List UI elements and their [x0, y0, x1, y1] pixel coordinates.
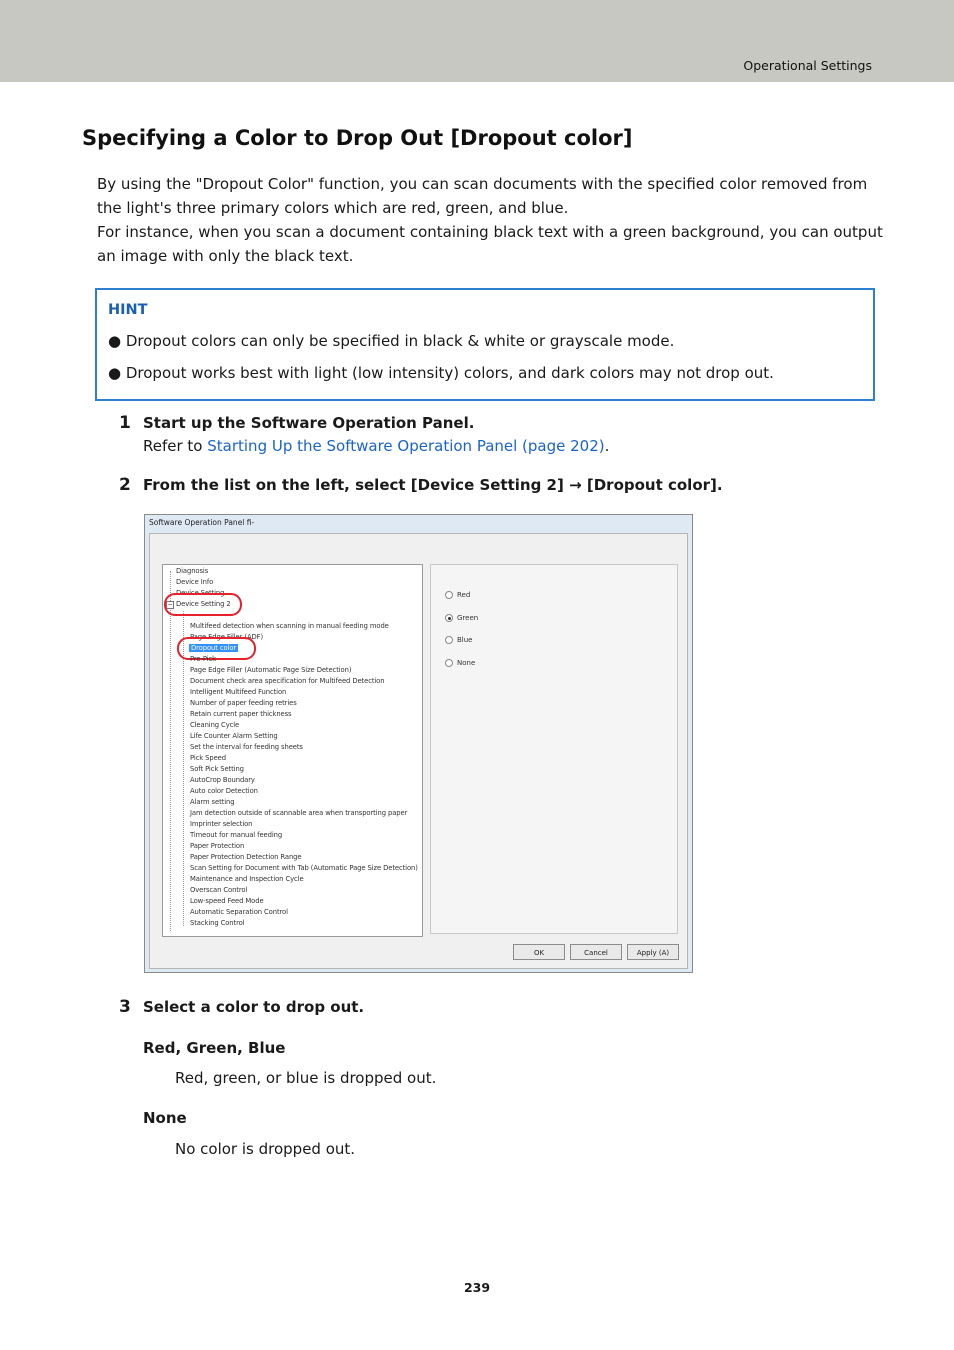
intro-paragraph-1: By using the "Dropout Color" function, you can scan documents with the specified color removed from the light's three primary colors which are red, green, and blue. — [97, 175, 868, 217]
tree-item[interactable]: Document check area specification for Multifeed Detection — [190, 677, 385, 685]
apply-button[interactable]: Apply (A) — [627, 944, 679, 960]
tree-item[interactable]: Alarm setting — [190, 798, 235, 806]
hint-item-1: ● Dropout colors can only be specified in black & white or grayscale mode. — [108, 332, 675, 350]
radio-label: Blue — [457, 636, 473, 644]
intro-paragraph-2: For instance, when you scan a document containing black text with a green background, you can output an image with only the black text. — [97, 223, 883, 265]
tree-item[interactable]: Pick Speed — [190, 754, 226, 762]
tree-item[interactable]: Multifeed detection when scanning in manual feeding mode — [190, 622, 389, 630]
tree-item[interactable]: Jam detection outside of scannable area when transporting paper — [190, 809, 408, 817]
ok-button[interactable]: OK — [513, 944, 565, 960]
step-3-number: 3 — [119, 997, 131, 1017]
hint-title: HINT — [108, 302, 148, 318]
tree-item[interactable]: Scan Setting for Document with Tab (Automatic Page Size Detection) — [190, 864, 418, 872]
radio-circle-icon — [445, 636, 453, 644]
radio-none[interactable] — [445, 659, 475, 667]
software-operation-panel-screenshot — [144, 514, 693, 973]
tree-item[interactable]: Stacking Control — [190, 919, 245, 927]
tree-item[interactable]: Soft Pick Setting — [190, 765, 244, 773]
section-name: Operational Settings — [743, 58, 872, 73]
step-3-text: Select a color to drop out. — [143, 998, 365, 1016]
radio-circle-icon — [445, 591, 453, 599]
step-1-text: Start up the Software Operation Panel. — [143, 414, 475, 432]
tree-item[interactable]: Life Counter Alarm Setting — [190, 732, 278, 740]
tree-item[interactable]: Number of paper feeding retries — [190, 699, 297, 707]
refer-link[interactable]: Starting Up the Software Operation Panel (page 202) — [207, 437, 605, 455]
step-2-text: From the list on the left, select [Device Setting 2] → [Dropout color]. — [143, 476, 723, 494]
tree-item[interactable]: Low-speed Feed Mode — [190, 897, 264, 905]
option-none-desc: No color is dropped out. — [175, 1140, 356, 1158]
tree-item[interactable]: Automatic Separation Control — [190, 908, 288, 916]
step-1-refer — [143, 437, 609, 455]
tree-item[interactable]: Timeout for manual feeding — [190, 831, 283, 839]
tree-item[interactable]: Overscan Control — [190, 886, 248, 894]
tree-item[interactable]: Retain current paper thickness — [190, 710, 292, 718]
settings-tree — [162, 564, 423, 937]
refer-prefix: Refer to — [143, 437, 208, 455]
tree-item[interactable]: Pre-Pick — [190, 655, 216, 663]
radio-red[interactable] — [445, 591, 470, 599]
tree-item-diagnosis[interactable]: Diagnosis — [176, 567, 209, 575]
radio-circle-icon — [445, 659, 453, 667]
tree-item[interactable]: Page Edge Filler (ADF) — [190, 633, 263, 641]
radio-label: Red — [457, 591, 471, 599]
highlight-circle-dropout-color — [177, 637, 256, 660]
tree-item[interactable]: Page Edge Filler (Automatic Page Size Detection) — [190, 666, 352, 674]
radio-label: Green — [457, 614, 479, 622]
radio-label: None — [457, 659, 476, 667]
page-number: 239 — [463, 1280, 491, 1295]
window-title: Software Operation Panel fi- — [149, 518, 255, 527]
cancel-button[interactable]: Cancel — [570, 944, 622, 960]
radio-blue[interactable] — [445, 636, 473, 644]
step-1-number: 1 — [119, 413, 131, 433]
intro-text — [97, 172, 887, 268]
window-body — [149, 533, 688, 969]
hint-box — [95, 288, 875, 401]
tree-item[interactable]: Intelligent Multifeed Function — [190, 688, 287, 696]
hint-item-2: ● Dropout works best with light (low intensity) colors, and dark colors may not drop out. — [108, 364, 774, 382]
tree-item[interactable]: Set the interval for feeding sheets — [190, 743, 303, 751]
tree-guide-line — [170, 571, 172, 931]
tree-item[interactable]: Paper Protection — [190, 842, 245, 850]
option-rgb-desc: Red, green, or blue is dropped out. — [175, 1069, 437, 1087]
tree-item-device-setting-2[interactable]: Device Setting 2 — [176, 600, 231, 608]
radio-green[interactable] — [445, 614, 478, 622]
collapse-icon[interactable]: − — [167, 601, 173, 608]
step-2-number: 2 — [119, 475, 131, 495]
dropout-options-panel — [430, 564, 678, 934]
tree-item[interactable]: Cleaning Cycle — [190, 721, 240, 729]
option-rgb-title: Red, Green, Blue — [143, 1039, 286, 1057]
tree-item[interactable]: Auto color Detection — [190, 787, 258, 795]
tree-item[interactable]: Maintenance and Inspection Cycle — [190, 875, 304, 883]
tree-item-dropout-color[interactable]: Dropout color — [191, 644, 237, 652]
tree-item[interactable]: AutoCrop Boundary — [190, 776, 255, 784]
radio-selected-icon — [445, 614, 453, 622]
tree-item-device-info[interactable]: Device Info — [176, 578, 214, 586]
page-title: Specifying a Color to Drop Out [Dropout color] — [82, 126, 633, 150]
tree-item[interactable]: Paper Protection Detection Range — [190, 853, 302, 861]
highlight-circle-device-setting-2 — [164, 593, 242, 616]
option-none-title: None — [143, 1109, 187, 1127]
tree-item-device-setting[interactable]: Device Setting — [176, 589, 225, 597]
tree-item[interactable]: Imprinter selection — [190, 820, 253, 828]
refer-suffix: . — [604, 437, 610, 455]
